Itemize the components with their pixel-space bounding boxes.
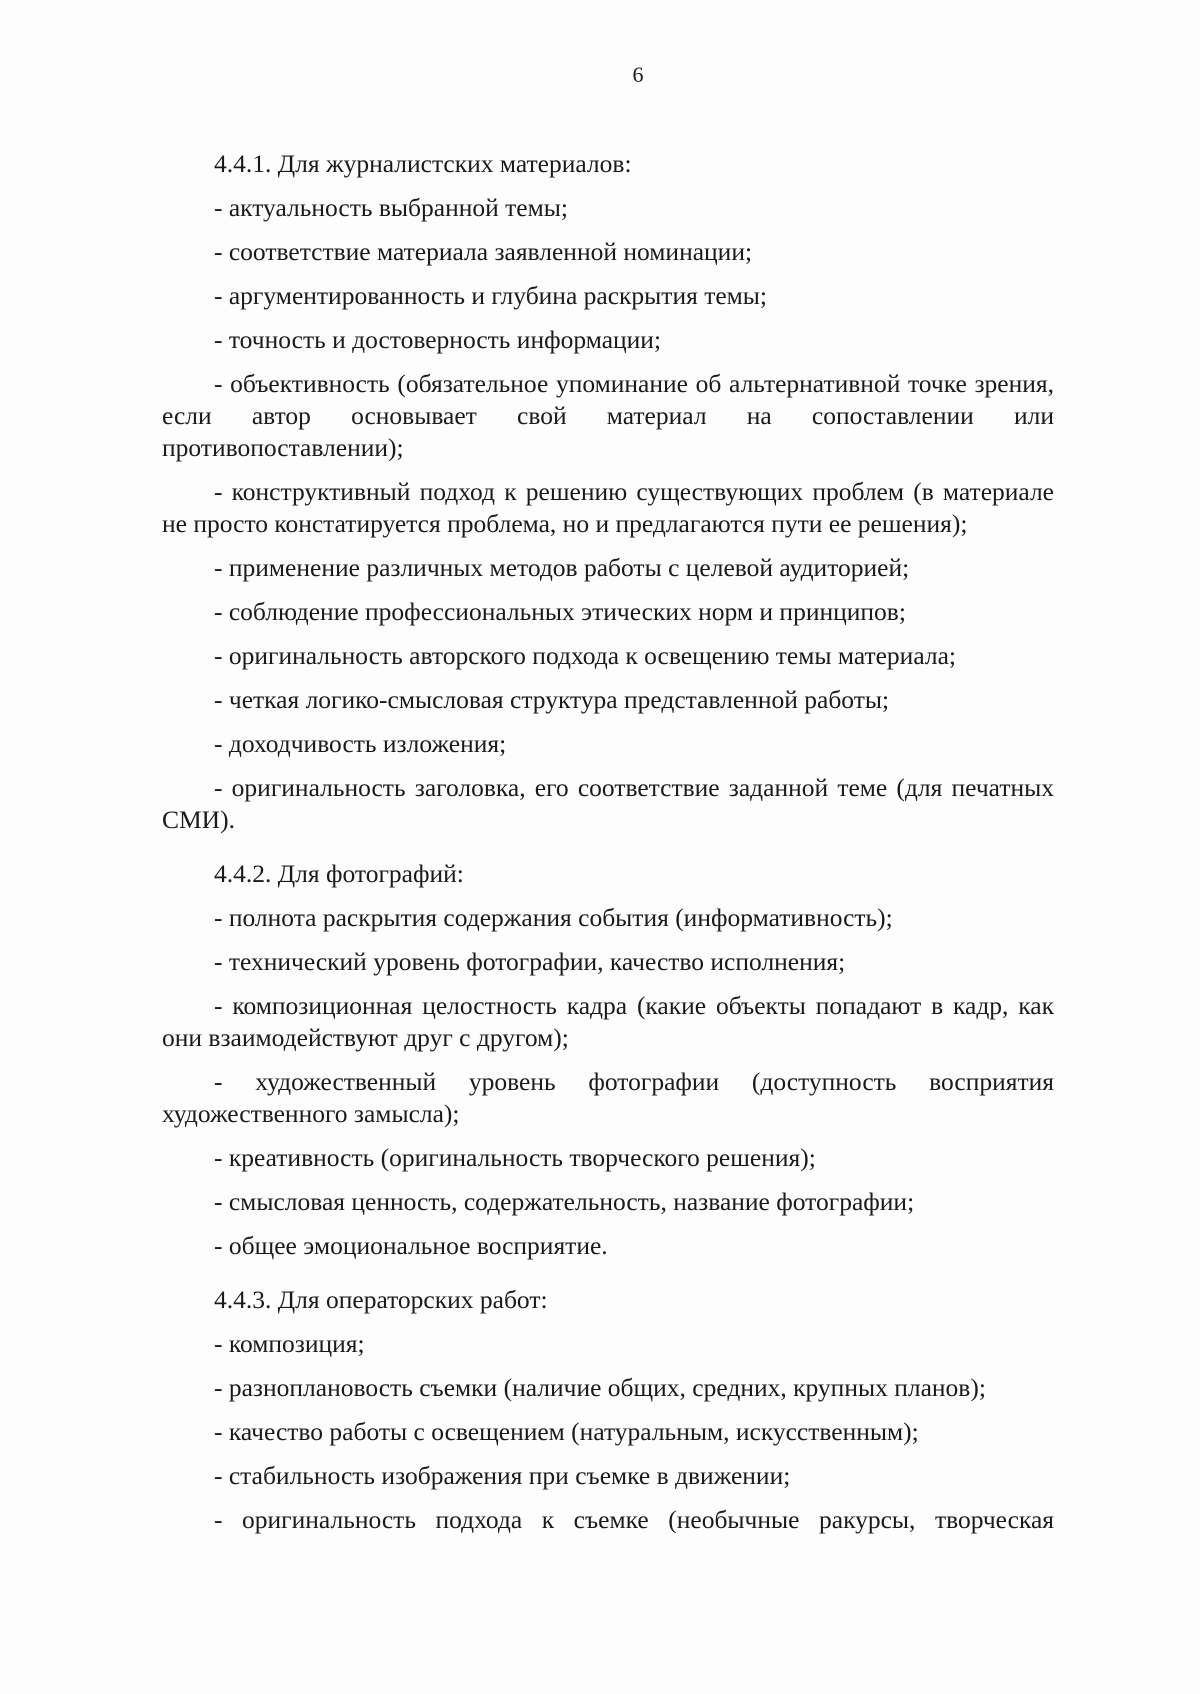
- list-item: - разноплановость съемки (наличие общих, средних, крупных планов);: [214, 1373, 986, 1402]
- section-heading: 4.4.3. Для операторских работ:: [214, 1285, 548, 1314]
- list-item: - композиция;: [214, 1329, 365, 1358]
- list-item: - соответствие материала заявленной номинации;: [214, 237, 753, 266]
- list-item: - композиционная целостность кадра (какие объекты попадают в кадр, как они взаимодействуют друг с другом);: [162, 991, 1054, 1052]
- list-item: - полнота раскрытия содержания события (информативность);: [214, 903, 893, 932]
- section-heading: 4.4.1. Для журналистских материалов:: [214, 149, 632, 178]
- list-item: - применение различных методов работы с целевой аудиторией;: [214, 553, 910, 582]
- list-item: - аргументированность и глубина раскрытия темы;: [214, 281, 768, 310]
- document-body: [162, 148, 1054, 1536]
- list-item: - художественный уровень фотографии (доступность восприятия художественного замысла);: [162, 1067, 1054, 1128]
- page-number: 6: [632, 62, 644, 87]
- list-item: - стабильность изображения при съемке в движении;: [214, 1461, 791, 1490]
- list-item: - оригинальность заголовка, его соответствие заданной теме (для печатных СМИ).: [162, 773, 1054, 834]
- list-item: - смысловая ценность, содержательность, название фотографии;: [214, 1187, 915, 1216]
- section-photography: [162, 858, 1054, 1262]
- list-item: - оригинальность подхода к съемке (необычные ракурсы, творческая: [214, 1505, 1054, 1534]
- list-item: - оригинальность авторского подхода к освещению темы материала;: [214, 641, 957, 670]
- list-item: - соблюдение профессиональных этических норм и принципов;: [214, 597, 906, 626]
- list-item: - общее эмоциональное восприятие.: [214, 1231, 608, 1260]
- list-item: - точность и достоверность информации;: [214, 325, 662, 354]
- list-item: - четкая логико-смысловая структура представленной работы;: [214, 685, 890, 714]
- list-item: - доходчивость изложения;: [214, 729, 507, 758]
- section-camera-work: [162, 1284, 1054, 1536]
- list-item: - технический уровень фотографии, качество исполнения;: [214, 947, 846, 976]
- list-item: - актуальность выбранной темы;: [214, 193, 568, 222]
- section-heading: 4.4.2. Для фотографий:: [214, 859, 464, 888]
- list-item: - качество работы с освещением (натуральным, искусственным);: [214, 1417, 919, 1446]
- section-journalism: [162, 148, 1054, 836]
- list-item: - креативность (оригинальность творческого решения);: [214, 1143, 816, 1172]
- list-item: - объективность (обязательное упоминание об альтернативной точке зрения, если автор основывает свой материал на сопоставлении или противопоставлении);: [162, 369, 1054, 462]
- list-item: - конструктивный подход к решению существующих проблем (в материале не просто констатируется проблема, но и предлагаются пути ее решения);: [162, 477, 1054, 538]
